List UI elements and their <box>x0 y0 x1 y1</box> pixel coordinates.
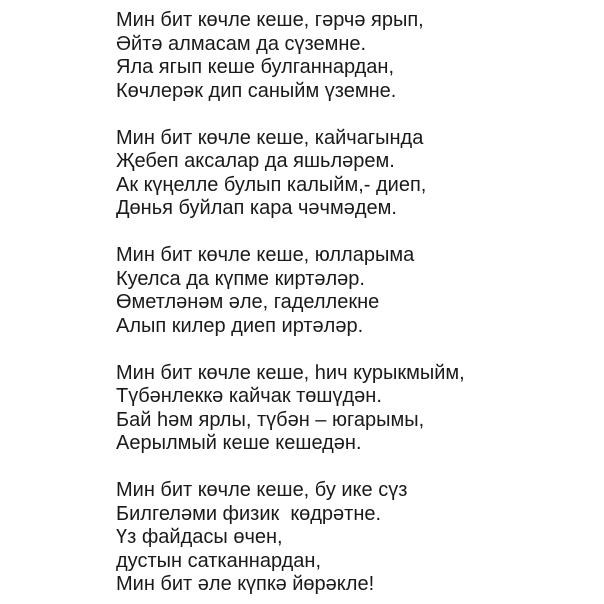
poem-line: Билгеләми физик көдрәтне. <box>116 502 382 525</box>
poem-line: Ак күңелле булып калыйм,- диеп, <box>116 173 427 196</box>
poem-line: Алып килер диеп иртәләр. <box>116 314 364 337</box>
poem-line: Мин бит көчле кеше, юлларыма <box>116 244 415 266</box>
poem-line: Мин бит көчле кеше, һич курыкмыйм, <box>116 361 465 384</box>
poem-line: Яла ягып кеше булганнардан, <box>116 56 394 78</box>
poem-line: Куелса да күпме киртәләр. <box>116 267 365 290</box>
poem-line: Көчлерәк дип саныйм үземне. <box>116 79 397 102</box>
stanza-2 <box>116 127 586 221</box>
poem-line: Мин бит көчле кеше, гәрчә ярып, <box>116 9 424 31</box>
stanza-1 <box>116 9 586 103</box>
poem-line: Бай һәм ярлы, түбән – югарымы, <box>116 408 425 431</box>
poem-line: Мин бит әле күпкә йөрәкле! <box>116 573 375 595</box>
stanza-3 <box>116 244 586 338</box>
poem-line: Түбәнлеккә кайчак төшүдән. <box>116 385 382 407</box>
poem-line: Җебеп аксалар да яшьләрем. <box>116 150 395 172</box>
poem-line: Әйтә алмасам да сүземне. <box>116 32 367 55</box>
poem-line: Мин бит көчле кеше, кайчагында <box>116 126 424 149</box>
poem-line: Мин бит көчле кеше, бу ике сүз <box>116 479 408 501</box>
poem-line: Аерылмый кеше кешедән. <box>116 432 362 454</box>
poem-line: Дөнья буйлап кара чәчмәдем. <box>116 197 397 219</box>
poem <box>116 9 586 597</box>
poem-line: Өметләнәм әле, гаделлекне <box>116 291 380 313</box>
stanza-5 <box>116 479 586 597</box>
stanza-4 <box>116 362 586 456</box>
poem-line: Үз файдасы өчен, <box>116 526 283 548</box>
poem-line: дустын сатканнардан, <box>116 549 322 572</box>
